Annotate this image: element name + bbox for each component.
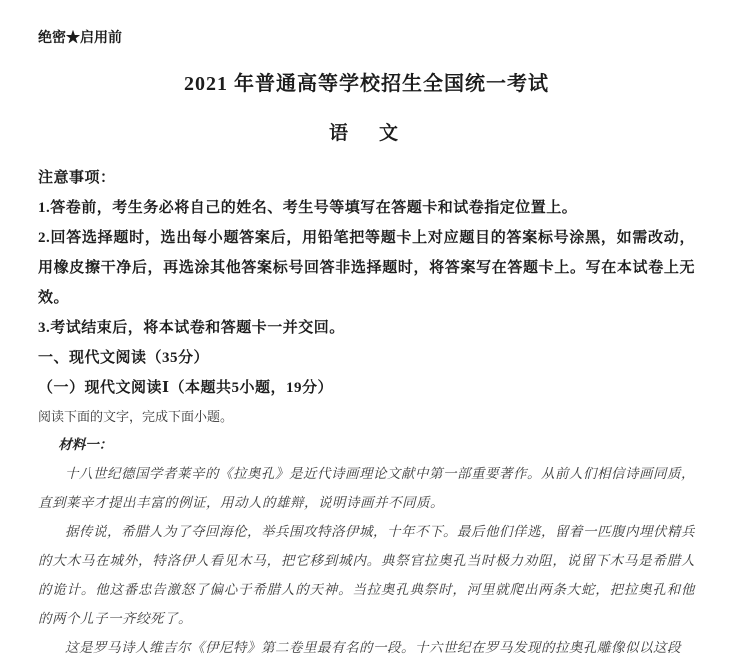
material-paragraph-3: 这是罗马诗人维吉尔《伊尼特》第二卷里最有名的一段。十六世纪在罗马发现的拉奥孔雕像似以这段 [65,640,681,655]
subject-title: 语 文 [328,123,404,144]
section-heading-modern-reading: 一、现代文阅读（35分） [38,350,210,366]
exam-title: 2021 年普通高等学校招生全国统一考试 [184,73,549,95]
notice-item-3: 3.考试结束后，将本试卷和答题卡一并交回。 [38,320,345,336]
notice-heading: 注意事项： [38,170,116,186]
notice-item-2: 2.回答选择题时，选出每小题答案后，用铅笔把等题卡上对应题目的答案标号涂黑，如需改动，用橡皮擦干净后，再选涂其他答案标号回答非选择题时，将答案写在答题卡上。写在本试卷上无效。 [38,230,695,306]
material-paragraph-1: 十八世纪德国学者莱辛的《拉奥孔》是近代诗画理论文献中第一部重要著作。从前人们相信诗画同质，直到莱辛才提出丰富的例证，用动人的雄辩，说明诗画并不同质。 [38,466,695,510]
notice-item-1: 1.答卷前，考生务必将自己的姓名、考生号等填写在答题卡和试卷指定位置上。 [38,200,578,216]
secrecy-label: 绝密★启用前 [38,31,122,46]
reading-instruction: 阅读下面的文字，完成下面小题。 [38,409,234,424]
material-one-label: 材料一： [58,437,113,452]
material-paragraph-2: 据传说，希腊人为了夺回海伦，举兵围攻特洛伊城，十年不下。最后他们佯逃，留着一匹腹内埋伏精兵的大木马在城外，特洛伊人看见木马，把它移到城内。典祭官拉奥孔当时极力劝阻，说留下木马是希腊人的诡计。他这番忠告激怒了偏心于希腊人的天神。当拉奥孔典祭时，河里就爬出两条大蛇，把拉奥孔和他的两个儿子一齐绞死了。 [38,524,695,626]
notice-section [38,163,695,343]
subsection-heading-reading-1: （一）现代文阅读Ⅰ（本题共5小题，19分） [38,380,334,396]
